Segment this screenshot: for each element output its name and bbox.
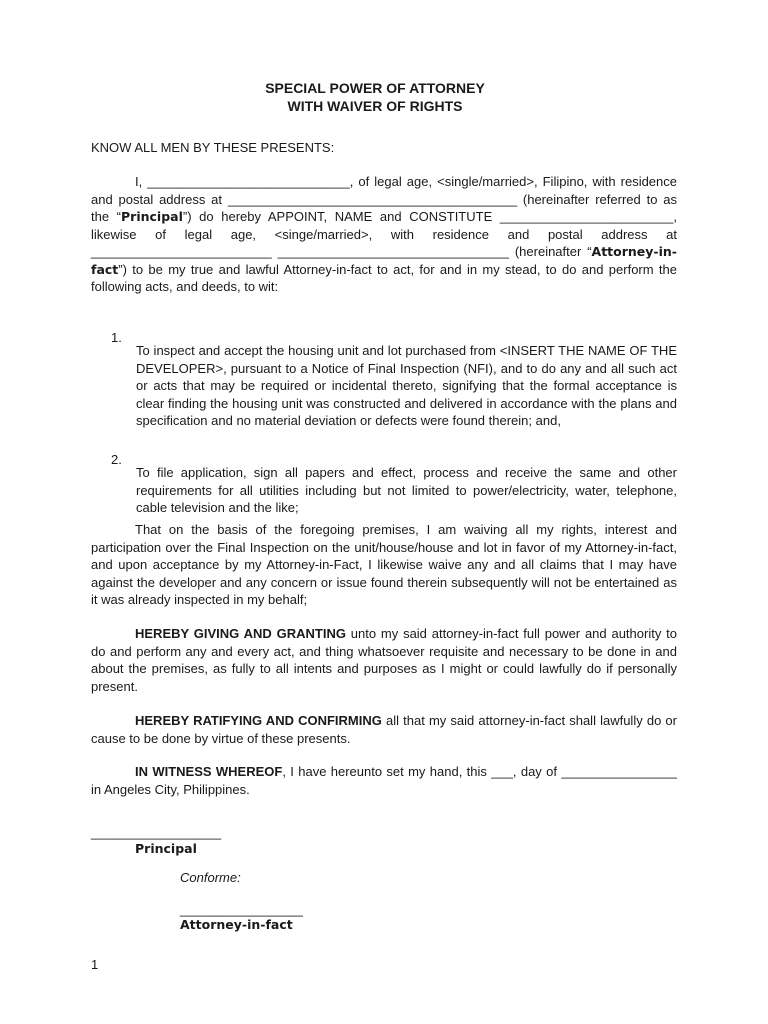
aif-signature-line: _________________ [180,902,303,917]
ratifying-paragraph [91,712,677,747]
list-text: To inspect and accept the housing unit and lot purchased from <INSERT THE NAME OF THE DEVELOPER>, pursuant to a Notice of Final Inspection (NFI), and to do any and all such act or acts that may be required or incidental thereto, signifying that the formal acceptance is clear finding the housing unit was constructed and delivered in accordance with the plans and specification and no material deviation or defects were found therein; and, [136,343,677,428]
aif-label: Attorney-in-fact [180,917,293,932]
principal-label: Principal [135,841,197,856]
title-line-2: WITH WAIVER OF RIGHTS [287,98,463,114]
witness-paragraph [91,763,677,798]
intro-paragraph [91,173,677,296]
list-item-2 [111,451,677,530]
list-text: To file application, sign all papers and effect, process and receive the same and other requirements for all utilities including but not limited to power/electricity, water, telephone, cable television and the like; [136,465,677,515]
ratifying-rest: all that my said attorney-in-fact shall lawfully do or cause to be done by virtue of these presents. [91,713,677,746]
conforme-label: Conforme: [180,870,241,885]
intro-text-c: ”) to be my true and lawful Attorney-in-fact to act, for and in my stead, to do and perform the following acts, and deeds, to wit: [91,261,677,294]
principal-signature-line: __________________ [91,825,222,840]
ratifying-lead: HEREBY RATIFYING AND CONFIRMING [135,713,382,728]
witness-lead: IN WITNESS WHEREOF [135,764,283,779]
page-number: 1 [91,957,99,972]
title-line-1: SPECIAL POWER OF ATTORNEY [265,80,485,96]
witness-rest: , I have hereunto set my hand, this ___, day of ________________ in Angeles City, Philippines. [91,764,677,797]
aif-term: Attorney-in-fact [91,244,677,277]
list-number: 1. [111,330,122,345]
giving-rest: unto my said attorney-in-fact full power and authority to do and perform any and every act, and thing whatsoever requisite and necessary to be done in and about the premises, as fully to all intents and purposes as I might or could lawfully do if personally present. [91,626,678,694]
document-title [0,79,768,115]
principal-term: Principal [121,209,183,224]
list-item-1 [111,329,677,443]
salutation: KNOW ALL MEN BY THESE PRESENTS: [91,140,335,155]
intro-text-a: I, ____________________________, of legal age, <single/married>, Filipino, with residence and postal address at ________________________________________ (hereinafter referred to as the “ [91,174,677,224]
waiver-paragraph: That on the basis of the foregoing premises, I am waiving all my rights, interest and participation over the Final Inspection on the unit/house/house and lot in favor of my Attorney-in-fact, and upon acceptance by my Attorney-in-Fact, I likewise waive any and all claims that I may have against the developer and any concern or issue found therein subsequently will not be entertained as it was already inspected in my behalf; [91,522,677,607]
intro-text-b: ”) do hereby APPOINT, NAME and CONSTITUTE ________________________, likewise of legal age, <singe/married>, with residence and postal address at _________________________ ________________________________ (hereinafter “ [91,209,677,259]
list-number: 2. [111,452,122,467]
giving-lead: HEREBY GIVING AND GRANTING [135,626,346,641]
giving-paragraph [91,625,677,695]
